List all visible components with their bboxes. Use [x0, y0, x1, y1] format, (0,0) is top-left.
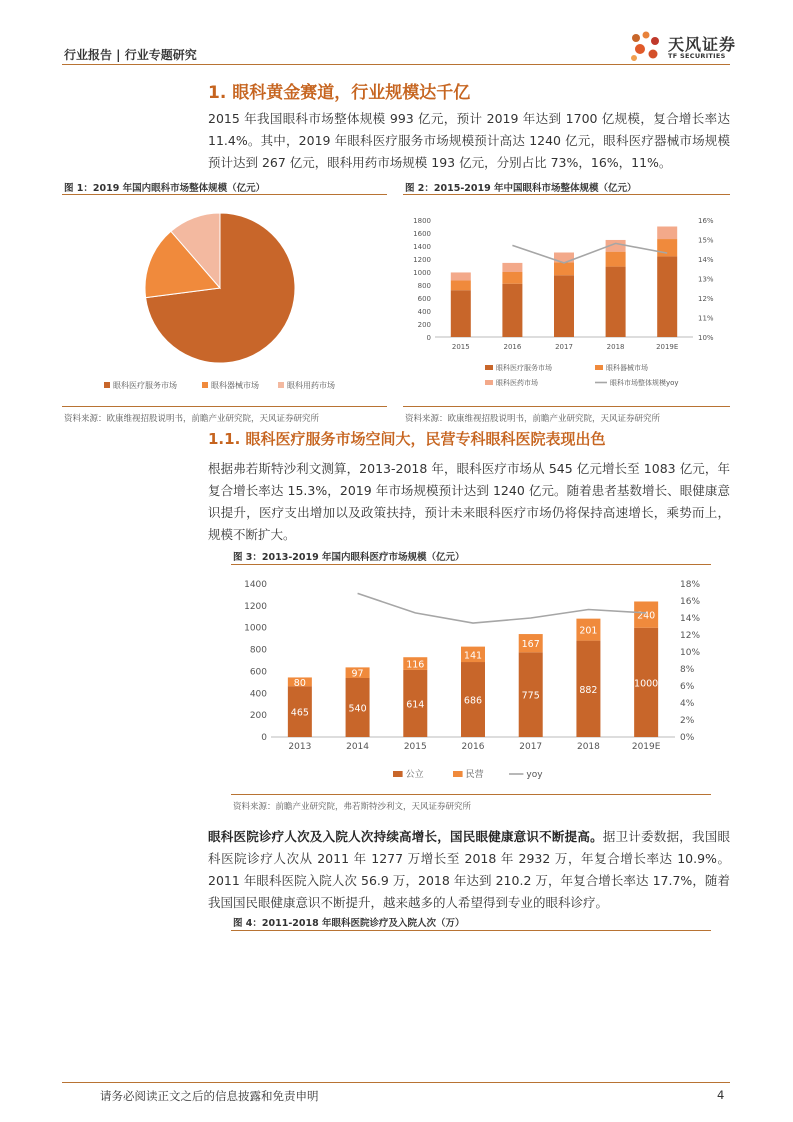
fig4-caption-line: [231, 930, 711, 931]
bar-segment: [554, 275, 574, 337]
data-label: 201: [579, 625, 598, 637]
legend-label: 眼科用药市场: [287, 381, 335, 390]
x-tick-label: 2014: [346, 742, 370, 752]
y2-tick-label: 10%: [680, 648, 701, 658]
bar-segment: [502, 284, 522, 337]
y2-tick-label: 16%: [698, 217, 714, 225]
para3-text: 据卫计委数据，我国眼科医院诊疗人次从 2011 年 1277 万增长至 2018 年 2932 万，年复合增长率达 10.9%。2011 年眼科医院入院人次 56.9 万，2018 年达到 210.2 万，年复合增长率达 17.7%，随着我国国民眼健康意识不断提升，越来越多的人希望得到专业的眼科诊疗。: [208, 829, 730, 910]
y2-tick-label: 14%: [680, 614, 701, 624]
data-label: 686: [463, 695, 483, 707]
x-tick-label: 2016: [461, 742, 485, 752]
fig3-source-line: [231, 794, 711, 795]
y-tick-label: 1600: [413, 230, 431, 238]
legend-label: 眼科医药市场: [496, 379, 538, 387]
x-tick-label: 2017: [555, 343, 573, 351]
y-tick-label: 0: [426, 334, 431, 342]
x-tick-label: 2019E: [656, 343, 679, 351]
x-tick-label: 2015: [403, 742, 427, 752]
fig4-caption: 图 4：2011-2018 年眼科医院诊疗及入院人次（万）: [233, 918, 465, 929]
legend-label: 眼科市场整体规模yoy: [610, 379, 679, 387]
logo-name-cn: 天风证券: [668, 35, 737, 54]
legend-label: 眼科器械市场: [606, 364, 648, 372]
x-tick-label: 2013: [288, 742, 312, 752]
company-logo: [626, 30, 736, 64]
bar-segment: [657, 227, 677, 240]
fig1-caption-line: [62, 194, 387, 195]
footer-disclaimer: 请务必阅读正文之后的信息披露和免责申明: [100, 1089, 319, 1103]
fig1-source: 资料来源：欧康维视招股说明书，前瞻产业研究院，天风证券研究所: [64, 414, 320, 424]
data-label: 141: [463, 650, 483, 662]
legend-swatch: [393, 771, 403, 777]
data-label: 540: [348, 703, 367, 715]
para3-bold-lead: 眼科医院诊疗人次及入院人次持续高增长，国民眼健康意识不断提高。: [208, 829, 603, 844]
section-heading-1-1: 1.1. 眼科医疗服务市场空间大，民营专科眼科医院表现出色: [208, 430, 606, 448]
bar-segment: [451, 290, 471, 337]
legend-label: 民营: [465, 770, 484, 780]
legend-label: 公立: [405, 770, 424, 780]
fig1-pie-chart: [62, 196, 387, 404]
x-tick-label: 2017: [519, 742, 543, 752]
y-tick-label: 800: [417, 282, 431, 290]
y2-tick-label: 8%: [680, 665, 695, 675]
data-label: 240: [637, 610, 656, 622]
y2-tick-label: 15%: [698, 236, 714, 245]
y-tick-label: 200: [249, 711, 267, 722]
bar-segment: [657, 256, 677, 337]
fig3-bar-chart: [231, 566, 711, 790]
para3-paragraph: [208, 826, 730, 914]
x-tick-label: 2018: [576, 742, 600, 752]
legend-swatch: [202, 382, 208, 388]
y-tick-label: 1200: [244, 601, 267, 612]
y-tick-label: 200: [417, 321, 431, 329]
footer-divider: [62, 1082, 730, 1083]
y-tick-label: 1000: [413, 269, 431, 277]
legend-label: yoy: [526, 770, 543, 780]
data-label: 614: [406, 699, 425, 711]
section-heading-1: 1. 眼科黄金赛道，行业规模达千亿: [208, 83, 471, 103]
data-label: 882: [579, 684, 598, 696]
y2-tick-label: 2%: [680, 716, 695, 726]
bar-segment: [502, 263, 522, 272]
legend-swatch: [278, 382, 284, 388]
y-tick-label: 1200: [413, 256, 431, 264]
legend-swatch: [485, 380, 493, 385]
fig1-source-line: [62, 406, 387, 407]
y2-tick-label: 18%: [680, 580, 701, 590]
header-divider: [62, 64, 730, 65]
y2-tick-label: 16%: [680, 597, 701, 607]
fig2-source-line: [403, 406, 730, 407]
y-tick-label: 600: [249, 667, 267, 678]
x-tick-label: 2015: [451, 343, 470, 351]
yoy-line: [512, 243, 667, 263]
section1-paragraph: 2015 年我国眼科市场整体规模 993 亿元，预计 2019 年达到 1700 亿规模，复合增长率达 11.4%。其中，2019 年眼科医疗服务市场规模预计高达 1240 亿元，眼科医疗器械市场规模预计达到 267 亿元，眼科用药市场规模 193 亿元，分别占比 73%，16%，11%。: [208, 111, 730, 170]
bar-segment: [451, 272, 471, 280]
y2-tick-label: 11%: [698, 314, 714, 323]
yoy-line: [358, 593, 647, 623]
y-tick-label: 600: [417, 295, 431, 303]
fig2-caption-line: [403, 194, 730, 195]
legend-label: 眼科医疗服务市场: [496, 364, 552, 372]
logo-name-en: TF SECURITIES: [668, 52, 726, 60]
data-label: 465: [290, 707, 309, 719]
y2-tick-label: 10%: [698, 334, 714, 342]
section11-paragraph: 根据弗若斯特沙利文测算，2013-2018 年，眼科医疗市场从 545 亿元增长至 1083 亿元，年复合增长率达 15.3%，2019 年市场规模预计达到 1240 亿元。随着患者基数增长、眼健康意识提升，医疗支出增加以及政策扶持，预计未来眼科医疗市场仍将保持高速增长，乘势而上，规模不断扩大。: [208, 461, 730, 542]
legend-swatch: [485, 365, 493, 370]
fig3-caption-line: [231, 564, 711, 565]
legend-swatch: [453, 771, 463, 777]
y2-tick-label: 6%: [680, 682, 695, 692]
y-tick-label: 1800: [413, 217, 431, 225]
y-tick-label: 400: [249, 689, 267, 700]
legend-label: 眼科器械市场: [211, 381, 259, 390]
bar-segment: [606, 267, 626, 337]
fig3-source: 资料来源：前瞻产业研究院，弗若斯特沙利文，天风证券研究所: [233, 802, 472, 812]
data-label: 1000: [634, 678, 659, 690]
bar-segment: [502, 272, 522, 284]
x-tick-label: 2018: [606, 343, 625, 351]
y-tick-label: 1400: [244, 580, 267, 590]
x-tick-label: 2019E: [631, 742, 661, 752]
y-tick-label: 800: [249, 645, 267, 656]
legend-label: 眼科医疗服务市场: [113, 381, 177, 390]
y2-tick-label: 4%: [680, 699, 695, 709]
data-label: 775: [521, 690, 540, 702]
fig2-source: 资料来源：欧康维视招股说明书，前瞻产业研究院，天风证券研究所: [405, 414, 661, 424]
legend-swatch: [595, 365, 603, 370]
y-tick-label: 1000: [244, 623, 267, 634]
bar-segment: [657, 239, 677, 256]
data-label: 167: [521, 639, 540, 651]
y2-tick-label: 14%: [698, 256, 714, 264]
fig2-bar-chart: [403, 196, 730, 404]
bar-segment: [451, 280, 471, 290]
data-label: 80: [293, 677, 306, 689]
data-label: 97: [351, 668, 364, 680]
fig3-caption: 图 3：2013-2019 年国内眼科医疗市场规模（亿元）: [233, 552, 465, 563]
page-number: 4: [717, 1088, 725, 1102]
x-tick-label: 2016: [503, 343, 522, 351]
y-tick-label: 0: [261, 733, 267, 743]
fig1-caption: 图 1：2019 年国内眼科市场整体规模（亿元）: [64, 183, 266, 194]
data-label: 116: [406, 659, 425, 671]
fig2-caption: 图 2：2015-2019 年中国眼科市场整体规模（亿元）: [405, 183, 637, 194]
y-tick-label: 400: [417, 308, 431, 316]
y2-tick-label: 12%: [680, 631, 701, 641]
report-header-title: 行业报告 | 行业专题研究: [64, 48, 197, 62]
logo-mark-icon: [626, 30, 666, 64]
y2-tick-label: 12%: [698, 295, 714, 303]
bar-segment: [554, 262, 574, 275]
y2-tick-label: 0%: [680, 733, 695, 743]
legend-swatch: [104, 382, 110, 388]
y-tick-label: 1400: [413, 243, 431, 251]
y2-tick-label: 13%: [698, 275, 714, 284]
bar-segment: [606, 252, 626, 267]
